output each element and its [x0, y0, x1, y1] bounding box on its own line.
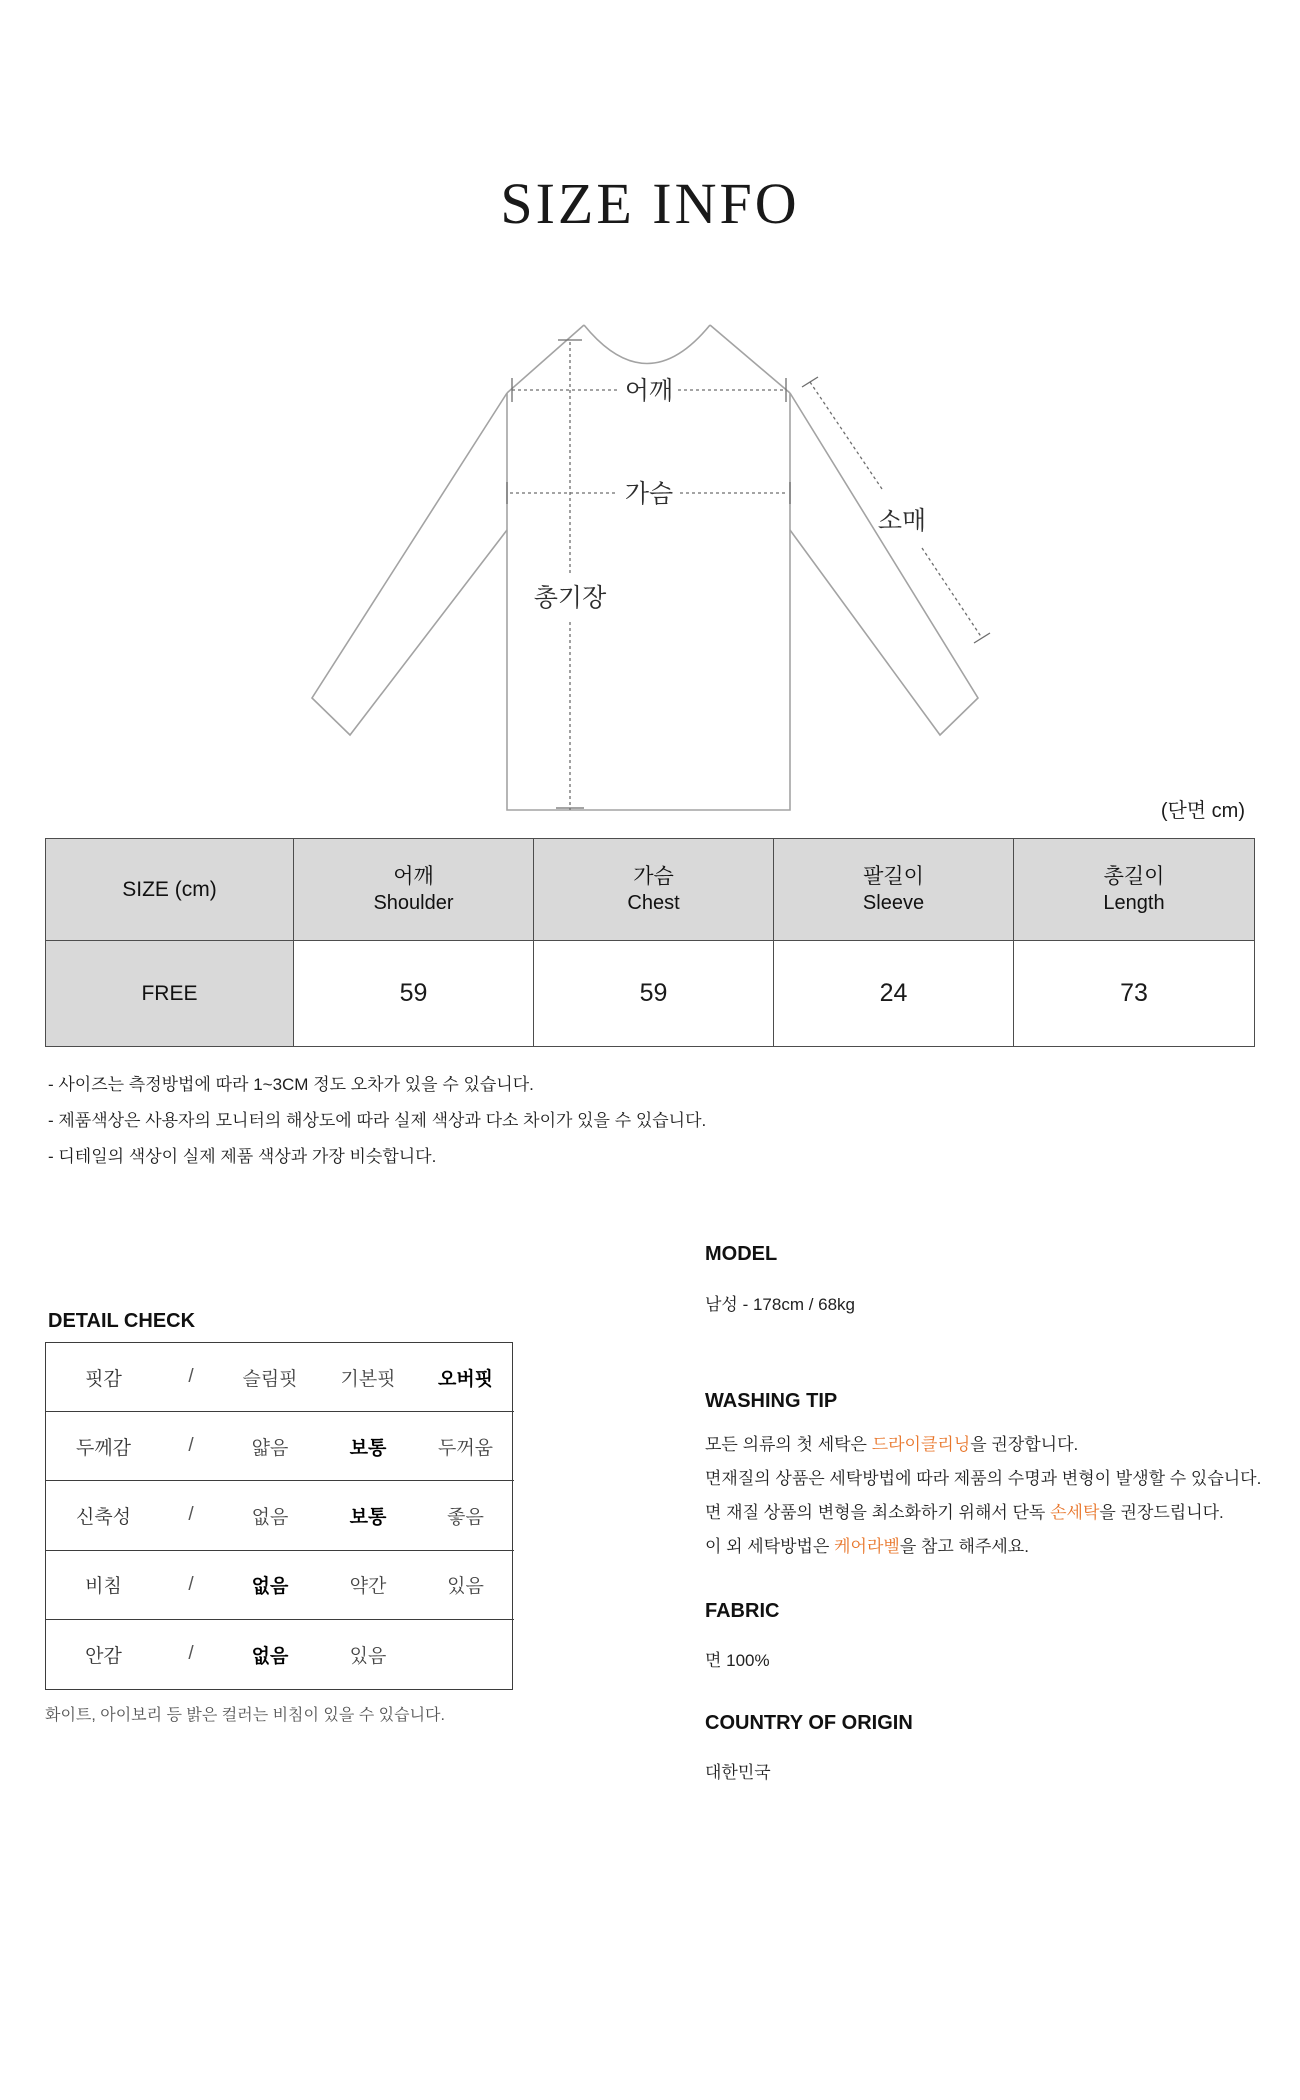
washing-highlight: 드라이클리닝	[871, 1435, 971, 1454]
detail-check-heading: DETAIL CHECK	[48, 1310, 196, 1332]
detail-check-footnote: 화이트, 아이보리 등 밝은 컬러는 비침이 있을 수 있습니다.	[45, 1707, 445, 1724]
detail-check-row	[46, 1551, 514, 1620]
washing-tip-heading: WASHING TIP	[705, 1390, 838, 1412]
shoulder-label: 어깨	[624, 377, 674, 405]
size-table-header-cell: 어깨 Shoulder	[294, 839, 534, 941]
detail-check-cell: 없음	[251, 1506, 289, 1528]
detail-check-cell: 없음	[251, 1576, 289, 1598]
detail-check-cell: /	[188, 1435, 194, 1457]
size-table-header-cell: 가슴 Chest	[534, 839, 774, 941]
detail-check-cell: 안감	[85, 1645, 122, 1667]
detail-check-row	[46, 1343, 514, 1412]
detail-check-cell: /	[188, 1366, 194, 1388]
detail-check-table	[45, 1342, 513, 1690]
size-note: - 제품색상은 사용자의 모니터의 해상도에 따라 실제 색상과 다소 차이가 있을 수 있습니다.	[48, 1111, 707, 1130]
origin-text: 대한민국	[705, 1763, 771, 1782]
size-table-header-cell: 총길이 Length	[1014, 839, 1254, 941]
detail-check-cell: 보통	[349, 1437, 387, 1459]
chest-label: 가슴	[624, 480, 674, 508]
detail-check-cell: 있음	[349, 1645, 387, 1667]
washing-line: 모든 의류의 첫 세탁은 드라이클리닝을 권장합니다.	[705, 1435, 1079, 1454]
size-table-size-cell: FREE	[46, 941, 294, 1046]
size-table-value-cell: 73	[1120, 979, 1148, 1007]
origin-heading: COUNTRY OF ORIGIN	[705, 1712, 913, 1734]
size-table-value-cell: 24	[774, 941, 1014, 1046]
detail-check-cell: 오버핏	[437, 1368, 494, 1390]
detail-check-row	[46, 1620, 514, 1689]
size-table	[45, 838, 1255, 1047]
detail-check-row	[46, 1412, 514, 1481]
length-label: 총기장	[533, 584, 607, 612]
model-heading: MODEL	[705, 1243, 778, 1265]
detail-check-cell: /	[188, 1573, 194, 1595]
sleeve-label: 소매	[877, 507, 927, 535]
detail-check-cell: 좋음	[447, 1506, 484, 1528]
fabric-heading: FABRIC	[705, 1600, 780, 1622]
washing-highlight: 케어라벨	[834, 1537, 900, 1556]
size-table-header-cell: SIZE (cm)	[46, 839, 294, 941]
detail-check-cell: 핏감	[85, 1368, 122, 1390]
detail-check-cell: 없음	[251, 1645, 289, 1667]
size-table-value-cell: 59	[534, 941, 774, 1046]
detail-check-cell: 비침	[85, 1576, 122, 1598]
detail-check-cell: 슬림핏	[242, 1368, 298, 1390]
size-note: - 사이즈는 측정방법에 따라 1~3CM 정도 오차가 있을 수 있습니다.	[48, 1075, 534, 1094]
detail-check-cell: /	[188, 1643, 194, 1665]
washing-highlight: 손세탁	[1050, 1503, 1100, 1522]
size-note: - 디테일의 색상이 실제 제품 색상과 가장 비슷합니다.	[48, 1147, 437, 1166]
washing-lines	[705, 1428, 1265, 1564]
detail-check-cell: /	[188, 1504, 194, 1526]
size-info-title: SIZE INFO	[500, 171, 800, 236]
detail-check-cell: 약간	[349, 1576, 387, 1598]
size-notes	[48, 1074, 1148, 1182]
washing-line: 이 외 세탁방법은 케어라벨을 참고 해주세요.	[705, 1537, 1029, 1556]
detail-check-cell: 보통	[349, 1506, 387, 1528]
detail-check-row	[46, 1481, 514, 1550]
washing-line: 면재질의 상품은 세탁방법에 따라 제품의 수명과 변형이 발생할 수 있습니다.	[705, 1469, 1262, 1488]
garment-diagram	[200, 230, 1000, 830]
detail-check-cell: 기본핏	[340, 1368, 396, 1390]
detail-check-cell	[417, 1620, 514, 1689]
washing-line: 면 재질 상품의 변형을 최소화하기 위해서 단독 손세탁을 권장드립니다.	[705, 1503, 1224, 1522]
fabric-text: 면 100%	[705, 1651, 770, 1670]
length-measure-line	[556, 340, 584, 810]
size-table-value-cell: 59	[294, 941, 534, 1046]
unit-note: (단면 cm)	[1160, 800, 1245, 822]
detail-check-cell: 신축성	[75, 1506, 132, 1528]
detail-check-cell: 두꺼움	[437, 1437, 494, 1459]
detail-check-cell: 두께감	[75, 1437, 132, 1459]
detail-check-cell: 있음	[447, 1576, 484, 1598]
model-text: 남성 - 178cm / 68kg	[705, 1295, 856, 1314]
size-table-header-cell: 팔길이 Sleeve	[774, 839, 1014, 941]
detail-check-cell: 얇음	[251, 1437, 289, 1459]
